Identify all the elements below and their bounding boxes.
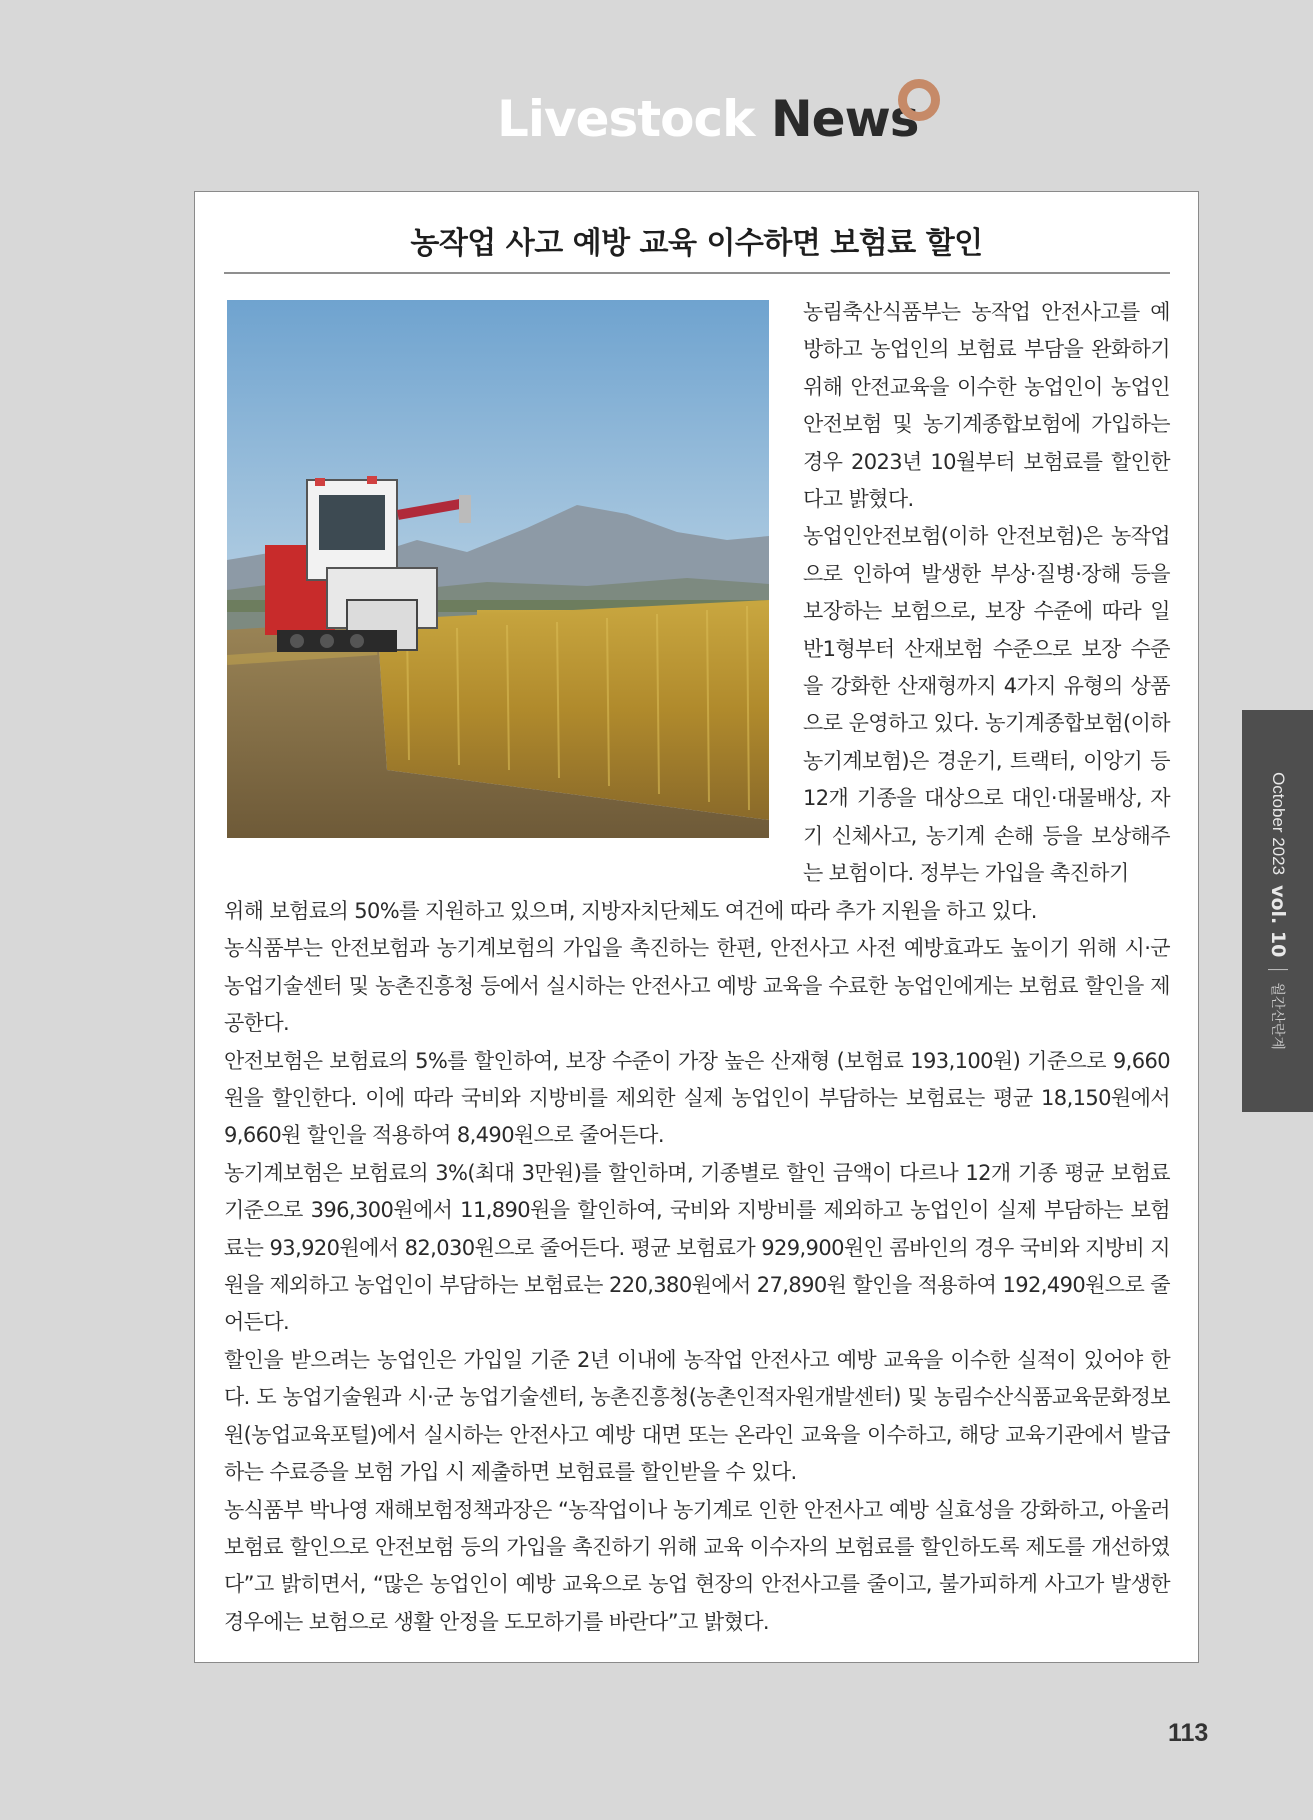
page-number: 113 bbox=[1168, 1719, 1209, 1747]
combine-harvester-illustration bbox=[227, 300, 769, 838]
masthead-ring-icon bbox=[898, 79, 940, 121]
masthead bbox=[0, 86, 1313, 166]
masthead-title-news: News bbox=[770, 90, 919, 148]
paragraph: 농림축산식품부는 농작업 안전사고를 예방하고 농업인의 보험료 부담을 완화하기 위해 안전교육을 이수한 농업인이 농업인안전보험 및 농기계종합보험에 가입하는 경우 2023년 10월부터 보험료를 할인한다고 밝혔다. bbox=[803, 300, 1170, 512]
paragraph: 농업인안전보험(이하 안전보험)은 농작업으로 인하여 발생한 부상·질병·장해 등을 보장하는 보험으로, 보장 수준에 따라 일반1형부터 산재보험 수준으로 보장 수준을 강화한 산재형까지 4가지 유형의 상품으로 운영하고 있다. 농기계종합보험(이하 농기계보험)은 경운기, 트랙터, 이앙기 등 12개 기종을 대상으로 대인·대물배상, 자기 신체사고, 농기계 손해 등을 보상해주는 보험이다. 정부는 가입을 촉진하기 bbox=[803, 524, 1170, 886]
paragraph: 안전보험은 보험료의 5%를 할인하여, 보장 수준이 가장 높은 산재형 (보험료 193,100원) 기준으로 9,660원을 할인한다. 이에 따라 국비와 지방비를 제외한 실제 농업인이 부담하는 보험료는 평균 18,150원에서 9,660원 할인을 적용하여 8,490원으로 줄어든다. bbox=[224, 1048, 1170, 1148]
tab-divider bbox=[1268, 969, 1288, 970]
masthead-title bbox=[497, 90, 919, 148]
article-side-text bbox=[803, 294, 1170, 893]
masthead-title-livestock: Livestock bbox=[497, 90, 755, 148]
issue-volume: vol. 10 bbox=[1266, 885, 1289, 958]
paragraph: 농기계보험은 보험료의 3%(최대 3만원)를 할인하며, 기종별로 할인 금액이 다르나 12개 기종 평균 보험료 기준으로 396,300원에서 11,890원을 할인하여, 국비와 지방비를 제외하고 농업인이 실제 부담하는 보험료는 93,920원에서 82,030원으로 줄어든다. 평균 보험료가 929,900원인 콤바인의 경우 국비와 지방비 지원을 제외하고 농업인이 부담하는 보험료는 220,380원에서 27,890원 할인을 적용하여 192,490원으로 줄어든다. bbox=[224, 1160, 1170, 1335]
article-main-text bbox=[224, 893, 1170, 1641]
paragraph: 할인을 받으려는 농업인은 가입일 기준 2년 이내에 농작업 안전사고 예방 교육을 이수한 실적이 있어야 한다. 도 농업기술원과 시·군 농업기술센터, 농촌진흥청(농촌인적자원개발센터) 및 농림수산식품교육문화정보원(농업교육포털)에서 실시하는 안전사고 예방 대면 또는 온라인 교육을 이수하고, 해당 교육기관에서 발급하는 수료증을 보험 가입 시 제출하면 보험료를 할인받을 수 있다. bbox=[224, 1347, 1170, 1485]
headline-divider bbox=[224, 272, 1170, 274]
paragraph: 농식품부는 안전보험과 농기계보험의 가입을 촉진하는 한편, 안전사고 사전 예방효과도 높이기 위해 시·군 농업기술센터 및 농촌진흥청 등에서 실시하는 안전사고 예방 교육을 수료한 농업인에게는 보험료 할인을 제공한다. bbox=[224, 936, 1170, 1036]
paragraph: 위해 보험료의 50%를 지원하고 있으며, 지방자치단체도 여건에 따라 추가 지원을 하고 있다. bbox=[224, 899, 1037, 923]
issue-month: October 2023 bbox=[1268, 772, 1288, 876]
article-panel bbox=[194, 191, 1199, 1663]
article-photo bbox=[227, 300, 769, 838]
article-headline: 농작업 사고 예방 교육 이수하면 보험료 할인 bbox=[410, 226, 983, 261]
paragraph: 농식품부 박나영 재해보험정책과장은 “농작업이나 농기계로 인한 안전사고 예방 실효성을 강화하고, 아울러 보험료 할인으로 안전보험 등의 가입을 촉진하기 위해 교육 이수자의 보험료를 할인하도록 제도를 개선하였다”고 밝히면서, “많은 농업인이 예방 교육으로 농업 현장의 안전사고를 줄이고, 불가피하게 사고가 발생한 경우에는 보험으로 생활 안정을 도모하기를 바란다”고 밝혔다. bbox=[224, 1497, 1170, 1634]
issue-side-tab bbox=[1242, 710, 1313, 1112]
magazine-name: 월간산란계 bbox=[1268, 982, 1285, 1050]
issue-info bbox=[1267, 772, 1289, 1050]
